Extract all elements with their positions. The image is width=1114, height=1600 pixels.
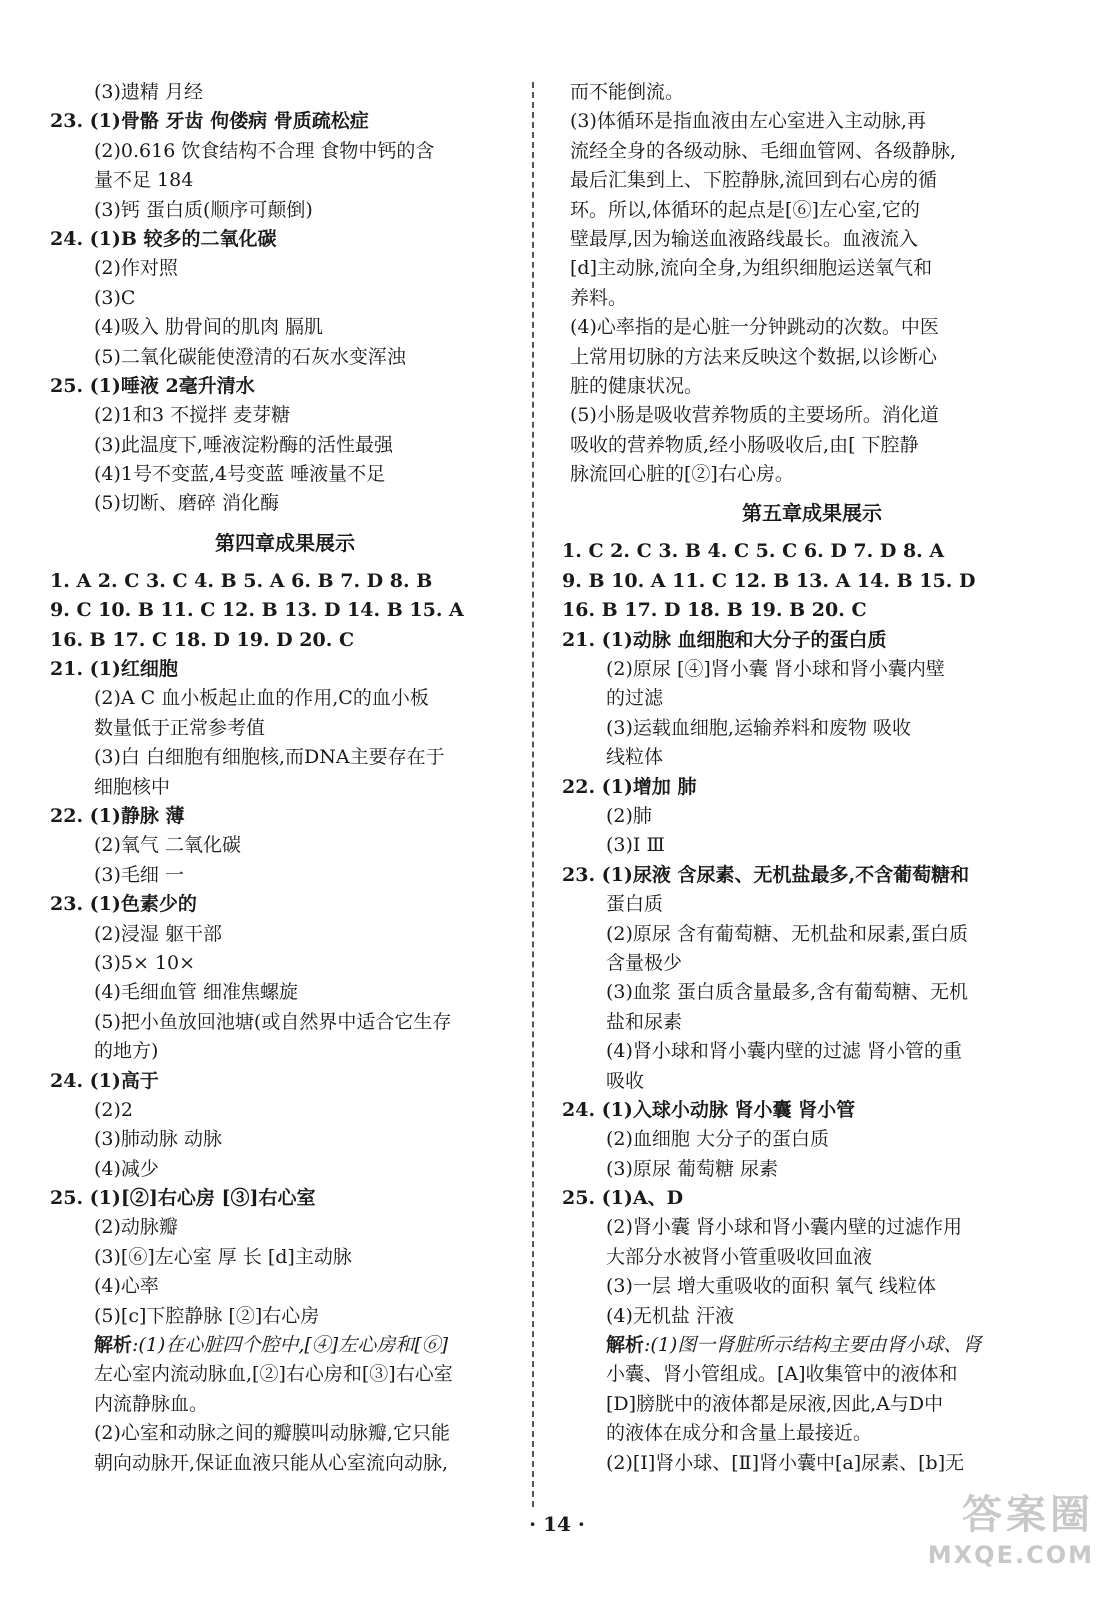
answer-line: (3)钙 蛋白质(顺序可颠倒) (94, 198, 313, 221)
answer-line: [D]膀胱中的液体都是尿液,因此,A与D中 (606, 1392, 944, 1415)
answer-line: (3)此温度下,唾液淀粉酶的活性最强 (94, 433, 393, 456)
answer-line: 盐和尿素 (606, 1010, 683, 1033)
analysis-text: :(1)图一肾脏所示结构主要由肾小球、肾 (644, 1334, 982, 1357)
answer-line: (4)毛细血管 细准焦螺旋 (94, 981, 298, 1004)
answer-line: (2)0.616 饮食结构不合理 食物中钙的含 (94, 139, 435, 162)
chapter-heading: 第五章成果展示 (742, 501, 882, 526)
answer-line: 蛋白质 (606, 893, 664, 916)
answer-line: 的液体在成分和含量上最接近。 (606, 1422, 873, 1445)
answer-line: 数量低于正常参考值 (94, 716, 266, 739)
right-column (562, 78, 1062, 1478)
question-line: 24. (1)入球小动脉 肾小囊 肾小管 (562, 1098, 856, 1121)
answer-line: (3)肺动脉 动脉 (94, 1128, 222, 1151)
answer-line: (3)[⑥]左心室 厚 长 [d]主动脉 (94, 1245, 352, 1268)
question-line: 22. (1)静脉 薄 (50, 804, 185, 827)
question-line: 16. B 17. D 18. B 19. B 20. C (562, 599, 867, 622)
answer-line: (3)白 白细胞有细胞核,而DNA主要存在于 (94, 746, 445, 769)
question-line: 21. (1)动脉 血细胞和大分子的蛋白质 (562, 628, 887, 651)
answer-line: (4)肾小球和肾小囊内壁的过滤 肾小管的重 (606, 1040, 962, 1063)
answer-line: (5)[c]下腔静脉 [②]右心房 (94, 1304, 320, 1327)
chapter-heading: 第四章成果展示 (215, 530, 355, 555)
answer-line: (2)原尿 [④]肾小囊 肾小球和肾小囊内壁 (606, 658, 945, 681)
answer-line: (2)肾小囊 肾小球和肾小囊内壁的过滤作用 (606, 1216, 962, 1239)
answer-line: (4)心率指的是心脏一分钟跳动的次数。中医 (570, 316, 939, 339)
question-line: 9. B 10. A 11. C 12. B 13. A 14. B 15. D (562, 569, 976, 592)
question-line: 1. C 2. C 3. B 4. C 5. C 6. D 7. D 8. A (562, 540, 945, 563)
answer-line: (3)5× 10× (94, 951, 196, 974)
answer-line: [d]主动脉,流向全身,为组织细胞运送氧气和 (570, 257, 933, 280)
answer-line: (2)2 (94, 1098, 134, 1121)
answer-line: (2)原尿 含有葡萄糖、无机盐和尿素,蛋白质 (606, 922, 968, 945)
question-line: 22. (1)增加 肺 (562, 775, 697, 798)
answer-line: 细胞核中 (94, 775, 171, 798)
answer-line: (4)减少 (94, 1157, 159, 1180)
column-divider (532, 82, 534, 1507)
watermark-text: 答案圈 (962, 1491, 1094, 1538)
answer-line: 的过滤 (606, 687, 664, 710)
answer-line: (5)二氧化碳能使澄清的石灰水变浑浊 (94, 345, 406, 368)
answer-line: 线粒体 (606, 746, 664, 769)
question-line: 24. (1)高于 (50, 1069, 159, 1092)
answer-line: 脉流回心脏的[②]右心房。 (570, 463, 794, 486)
answer-line: 脏的健康状况。 (570, 374, 704, 397)
answer-line: 吸收 (606, 1069, 645, 1092)
answer-line: (4)1号不变蓝,4号变蓝 唾液量不足 (94, 463, 386, 486)
question-line: 9. C 10. B 11. C 12. B 13. D 14. B 15. A (50, 599, 464, 622)
answer-line: (4)无机盐 汗液 (606, 1304, 734, 1327)
analysis-label: 解析 (606, 1334, 645, 1357)
answer-line: (2)氧气 二氧化碳 (94, 834, 241, 857)
answer-line: 的地方) (94, 1040, 159, 1063)
watermark-url: MXQE.COM (927, 1541, 1094, 1569)
question-line: 23. (1)色素少的 (50, 893, 197, 916)
answer-line: (2)[Ⅰ]肾小球、[Ⅱ]肾小囊中[a]尿素、[b]无 (606, 1451, 965, 1474)
question-line: 25. (1)[②]右心房 [③]右心室 (50, 1187, 316, 1210)
question-line: 25. (1)唾液 2毫升清水 (50, 374, 255, 397)
answer-line: 最后汇集到上、下腔静脉,流回到右心房的循 (570, 169, 938, 192)
question-line: 25. (1)A、D (562, 1187, 684, 1210)
answer-line: (2)肺 (606, 804, 652, 827)
analysis-line (562, 1331, 1062, 1360)
page-number: · 14 · (529, 1512, 585, 1536)
analysis-text: :(1)在心脏四个腔中,[④]左心房和[⑥] (132, 1334, 449, 1357)
answer-line: 大部分水被肾小管重吸收回血液 (606, 1245, 873, 1268)
analysis-line (50, 1331, 520, 1360)
question-line: 24. (1)B 较多的二氧化碳 (50, 227, 277, 250)
answer-line: (2)心室和动脉之间的瓣膜叫动脉瓣,它只能 (94, 1422, 450, 1445)
answer-line: (3)一层 增大重吸收的面积 氧气 线粒体 (606, 1275, 937, 1298)
answer-line: (3)原尿 葡萄糖 尿素 (606, 1157, 778, 1180)
answer-line: (3)C (94, 286, 136, 309)
answer-line: (5)把小鱼放回池塘(或自然界中适合它生存 (94, 1010, 452, 1033)
answer-line: 含量极少 (606, 951, 683, 974)
answer-line: (3)Ⅰ Ⅲ (606, 834, 665, 857)
answer-line: (2)作对照 (94, 257, 178, 280)
answer-line: (3)遗精 月经 (94, 81, 203, 103)
analysis-label: 解析 (94, 1334, 133, 1357)
answer-line: (2)1和3 不搅拌 麦芽糖 (94, 404, 291, 427)
question-line: 21. (1)红细胞 (50, 658, 178, 681)
answer-line: 壁最厚,因为输送血液路线最长。血液流入 (570, 227, 919, 250)
answer-line: (4)吸入 肋骨间的肌肉 膈肌 (94, 316, 323, 339)
answer-line: 内流静脉血。 (94, 1392, 209, 1415)
question-line: 16. B 17. C 18. D 19. D 20. C (50, 628, 355, 651)
left-column (50, 78, 520, 1478)
answer-line: 吸收的营养物质,经小肠吸收后,由[ 下腔静 (570, 433, 919, 456)
answer-line: (3)体循环是指血液由左心室进入主动脉,再 (570, 110, 926, 133)
answer-line: (3)毛细 一 (94, 863, 184, 886)
answer-line: 流经全身的各级动脉、毛细血管网、各级静脉, (570, 139, 957, 162)
answer-line: 左心室内流动脉血,[②]右心房和[③]右心室 (94, 1363, 453, 1386)
watermark-logo (904, 1490, 1094, 1580)
answer-line: 朝向动脉开,保证血液只能从心室流向动脉, (94, 1451, 449, 1474)
answer-line: (4)心率 (94, 1275, 159, 1298)
answer-line: (2)A C 血小板起止血的作用,C的血小板 (94, 687, 429, 710)
question-line: 1. A 2. C 3. C 4. B 5. A 6. B 7. D 8. B (50, 569, 433, 592)
answer-line: 小囊、肾小管组成。[A]收集管中的液体和 (606, 1363, 958, 1386)
answer-line: 养料。 (570, 286, 628, 309)
question-line: 23. (1)骨骼 牙齿 佝偻病 骨质疏松症 (50, 110, 369, 133)
answer-line: (5)小肠是吸收营养物质的主要场所。消化道 (570, 404, 939, 427)
answer-line: 而不能倒流。 (570, 81, 685, 103)
answer-line: 上常用切脉的方法来反映这个数据,以诊断心 (570, 345, 938, 368)
answer-line: (2)浸湿 躯干部 (94, 922, 222, 945)
question-line: 23. (1)尿液 含尿素、无机盐最多,不含葡萄糖和 (562, 863, 970, 886)
answer-line: (2)动脉瓣 (94, 1216, 178, 1239)
answer-line: (5)切断、磨碎 消化酶 (94, 492, 279, 515)
answer-line: 环。所以,体循环的起点是[⑥]左心室,它的 (570, 198, 920, 221)
answer-line: 量不足 184 (94, 169, 194, 192)
answer-line: (3)运载血细胞,运输养料和废物 吸收 (606, 716, 911, 739)
answer-line: (3)血浆 蛋白质含量最多,含有葡萄糖、无机 (606, 981, 968, 1004)
answer-line: (2)血细胞 大分子的蛋白质 (606, 1128, 829, 1151)
